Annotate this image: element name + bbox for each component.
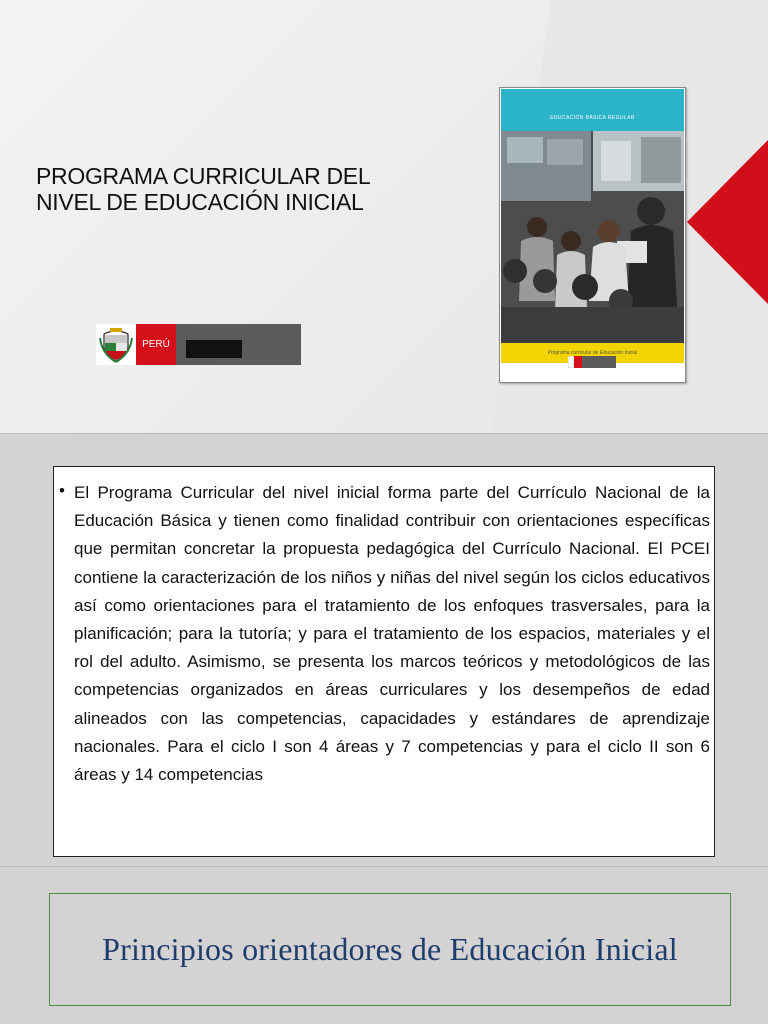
slide-cover [0, 0, 768, 433]
section-title-box [49, 893, 731, 1006]
red-triangle-decoration [687, 140, 768, 304]
description-box [53, 466, 715, 857]
slide-title-line-1: PROGRAMA CURRICULAR DEL [36, 163, 371, 189]
slide-title-line-2: NIVEL DE EDUCACIÓN INICIAL [36, 189, 364, 215]
section-title: Principios orientadores de Educación Inicial [102, 931, 678, 967]
coat-of-arms-icon [96, 324, 136, 365]
book-cover-photo [501, 131, 684, 343]
slide-title [36, 163, 456, 215]
country-label: PERÚ [136, 324, 176, 365]
description-paragraph: El Programa Curricular del nivel inicial forma parte del Currículo Nacional de la Educación Básica y tienen como finalidad contribuir con orientaciones específicas que permitan concretar la propuesta pedagógica del Currículo Nacional. El PCEI contiene la caracterización de los niños y niñas del nivel según los ciclos educativos así como orientaciones para el tratamiento de los enfoques trasversales, para la planificación; para la tutoría; y para el tratamiento de los espacios, materiales y el rol del adulto. Asimismo, se presenta los marcos teóricos y metodológicos de las competencias organizados en áreas curriculares y los desempeños de edad alineados con las competencias, capacidades y estándares de aprendizaje nacionales. Para el ciclo I son 4 áreas y 7 competencias y para el ciclo II son 6 áreas y 14 competencias [74, 483, 710, 785]
ministry-logo [96, 324, 301, 365]
book-header: EDUCACIÓN BÁSICA REGULAR [501, 89, 684, 131]
slide-divider [0, 866, 768, 867]
redacted-label [186, 340, 242, 358]
slide-divider [0, 433, 768, 434]
book-ministry-logo [568, 355, 616, 367]
book-subtitle: Programa curricular de Educación Inicial [501, 343, 684, 363]
bullet-point: • [59, 481, 65, 500]
book-cover [499, 87, 686, 383]
